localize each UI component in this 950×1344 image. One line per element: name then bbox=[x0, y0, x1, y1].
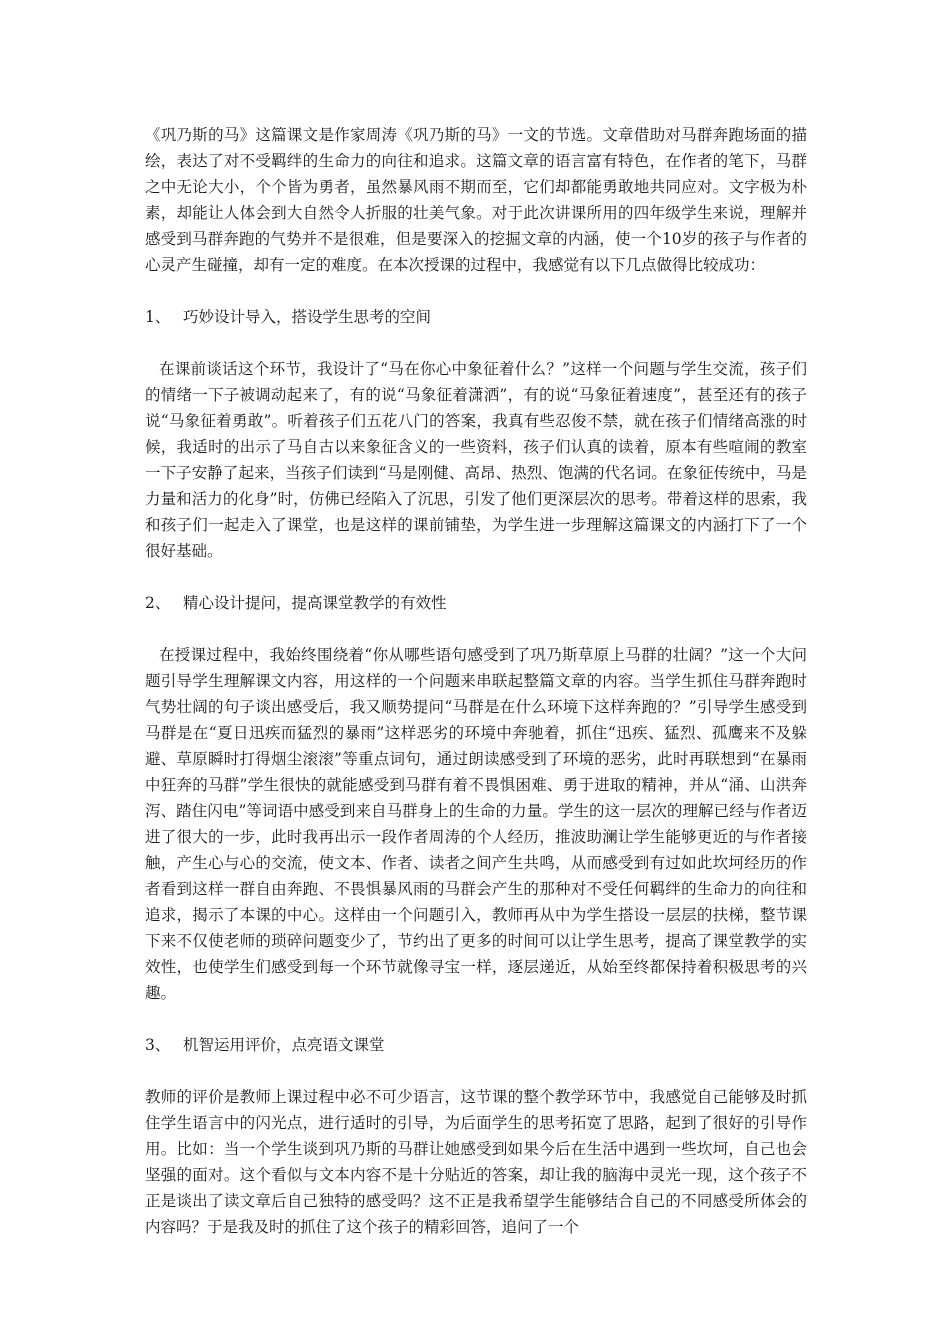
section-3-number: 3、 bbox=[145, 1036, 171, 1054]
section-1-body: 在课前谈话这个环节，我设计了“马在你心中象征着什么？”这样一个问题与学生交流，孩子们的情绪一下子被调动起来了，有的说“马象征着潇洒”，有的说“马象征着速度”，甚至还有的孩子说“马象征着勇敢”。听着孩子们五花八门的答案，我真有些忍俊不禁，就在孩子们情绪高涨的时候，我适时的出示了马自古以来象征含义的一些资料，孩子们认真的读着，原本有些喧闹的教室一下子安静了起来，当孩子们读到“马是刚健、高昂、热烈、饱满的代名词。在象征传统中，马是力量和活力的化身”时，仿佛已经陷入了沉思，引发了他们更深层次的思考。带着这样的思索，我和孩子们一起走入了课堂，也是这样的课前铺垫，为学生进一步理解这篇课文的内涵打下了一个很好基础。 bbox=[145, 360, 807, 560]
section-2-number: 2、 bbox=[145, 594, 171, 612]
section-2-body: 在授课过程中，我始终围绕着“你从哪些语句感受到了巩乃斯草原上马群的壮阔？”这一个大问题引导学生理解课文内容，用这样的一个问题来串联起整篇文章的内容。当学生抓住马群奔跑时气势壮阔的句子谈出感受后，我又顺势提问“马群是在什么环境下这样奔跑的？”引导学生感受到马群是在“夏日迅疾而猛烈的暴雨”这样恶劣的环境中奔驰着，抓住“迅疾、猛烈、孤鹰来不及躲避、草原瞬时打得烟尘滚滚”等重点词句，通过朗读感受到了环境的恶劣，此时再联想到“在暴雨中狂奔的马群”学生很快的就能感受到马群有着不畏惧困难、勇于进取的精神，并从“涌、山洪奔泻、踏住闪电”等词语中感受到来自马群身上的生命的力量。学生的这一层次的理解已经与作者迈进了很大的一步，此时我再出示一段作者周涛的个人经历，推波助澜让学生能够更近的与作者接触，产生心与心的交流，使文本、作者、读者之间产生共鸣，从而感受到有过如此坎坷经历的作者看到这样一群自由奔跑、不畏惧暴风雨的马群会产生的那种对不受任何羁绊的生命力的向往和追求，揭示了本课的中心。这样由一个问题引入，教师再从中为学生搭设一层层的扶梯，整节课下来不仅使老师的琐碎问题变少了，节约出了更多的时间可以让学生思考，提高了课堂教学的实效性，也使学生们感受到每一个环节就像寻宝一样，逐层递近，从始至终都保持着积极思考的兴趣。 bbox=[145, 646, 807, 1002]
intro-paragraph: 《巩乃斯的马》这篇课文是作家周涛《巩乃斯的马》一文的节选。文章借助对马群奔跑场面的描绘，表达了对不受羁绊的生命力的向往和追求。这篇文章的语言富有特色，在作者的笔下，马群之中无论大小，个个皆为勇者，虽然暴风雨不期而至，它们却都能勇敢地共同应对。文字极为朴素，却能让人体会到大自然令人折服的壮美气象。对于此次讲课所用的四年级学生来说，理解并感受到马群奔跑的气势并不是很难，但是要深入的挖掘文章的内涵，使一个10岁的孩子与作者的心灵产生碰撞，却有一定的难度。在本次授课的过程中，我感觉有以下几点做得比较成功： bbox=[145, 126, 807, 274]
section-1-number: 1、 bbox=[145, 308, 171, 326]
section-2-title: 精心设计提问，提高课堂教学的有效性 bbox=[183, 594, 447, 612]
section-3-heading bbox=[145, 1032, 807, 1058]
section-1-heading bbox=[145, 304, 807, 330]
section-3-title: 机智运用评价，点亮语文课堂 bbox=[183, 1036, 385, 1054]
section-3-body: 教师的评价是教师上课过程中必不可少语言，这节课的整个教学环节中，我感觉自己能够及时抓住学生语言中的闪光点，进行适时的引导，为后面学生的思考拓宽了思路，起到了很好的引导作用。比如：当一个学生谈到巩乃斯的马群让她感受到如果今后在生活中遇到一些坎坷，自己也会坚强的面对。这个看似与文本内容不是十分贴近的答案，却让我的脑海中灵光一现，这个孩子不正是谈出了读文章后自己独特的感受吗？这不正是我希望学生能够结合自己的不同感受所体会的内容吗？于是我及时的抓住了这个孩子的精彩回答，追问了一个 bbox=[145, 1088, 807, 1236]
document-page bbox=[145, 122, 807, 1240]
section-1-title: 巧妙设计导入，搭设学生思考的空间 bbox=[183, 308, 432, 326]
section-2-heading bbox=[145, 590, 807, 616]
